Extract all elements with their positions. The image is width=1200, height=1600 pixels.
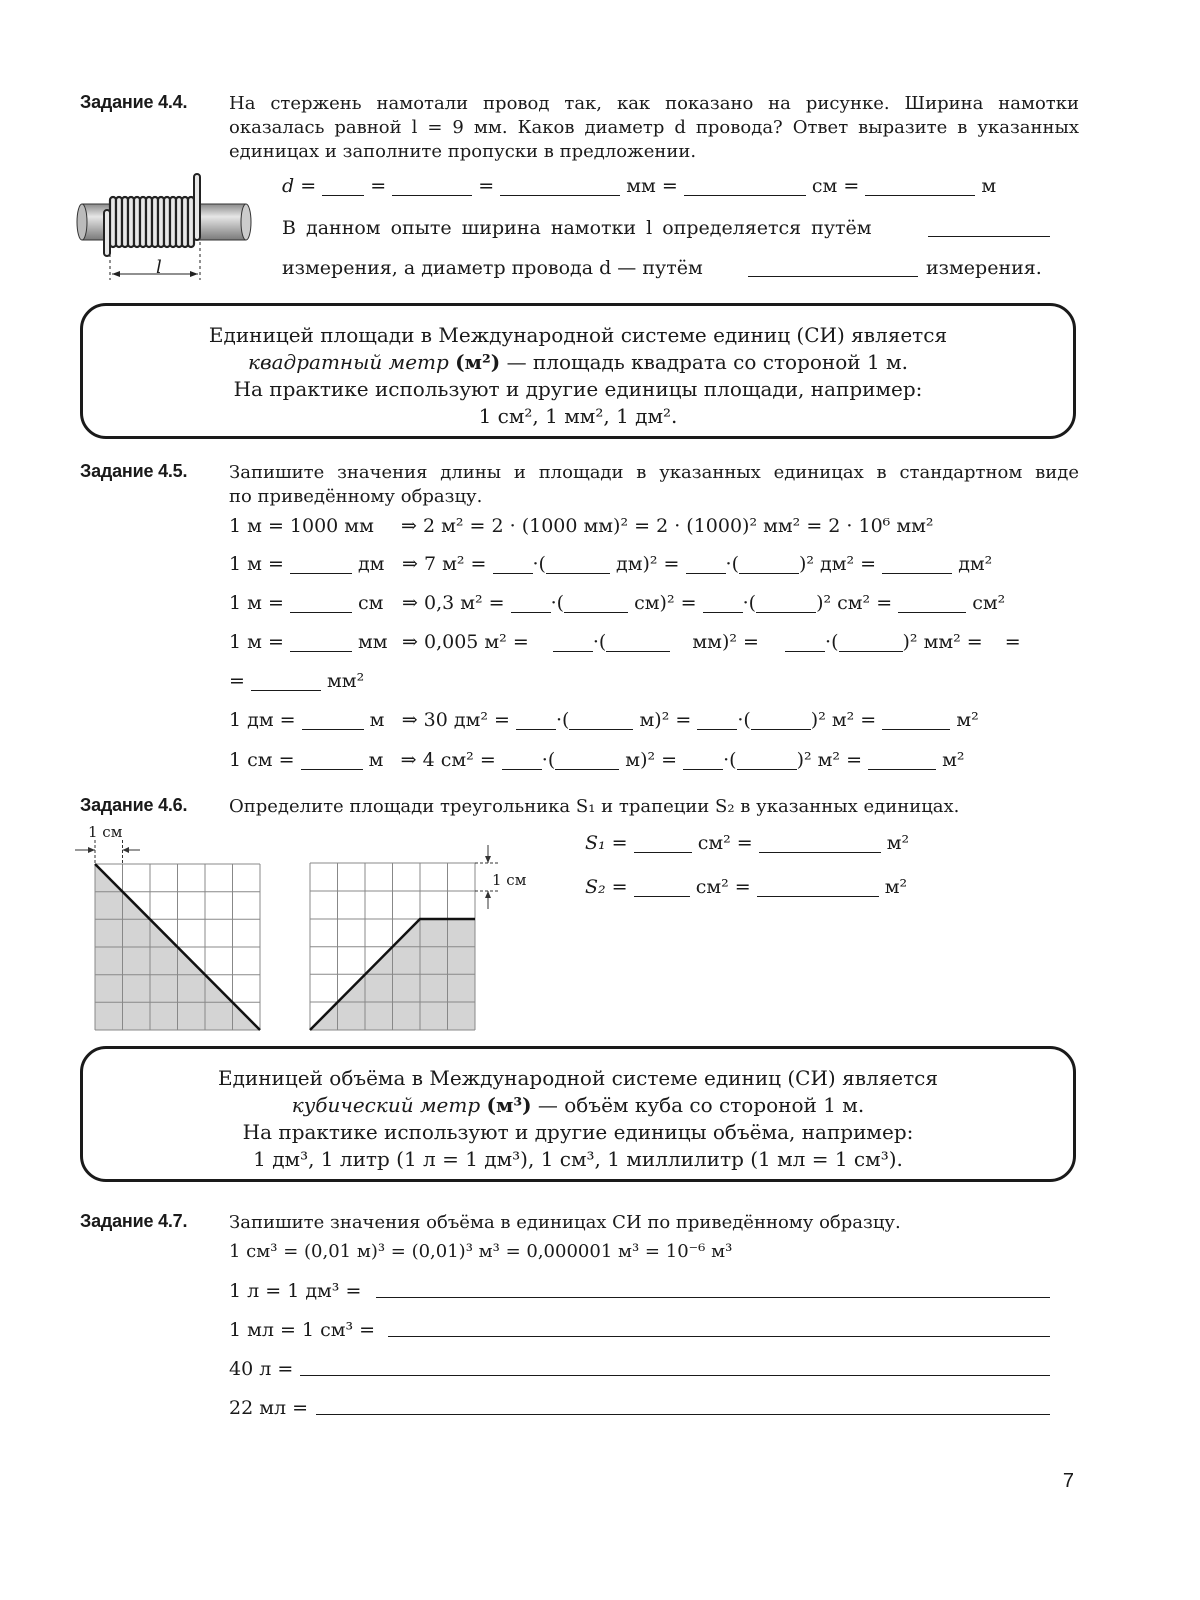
blank-coef[interactable] bbox=[553, 631, 593, 652]
blank-coef-2[interactable] bbox=[683, 749, 723, 770]
blank-s1-cm[interactable] bbox=[634, 832, 692, 853]
blank-result[interactable] bbox=[868, 749, 936, 770]
row-end: м² bbox=[942, 749, 965, 771]
blank-coef-2[interactable] bbox=[703, 592, 743, 613]
blank-cm-to-m[interactable] bbox=[301, 749, 363, 770]
volume-box-line1: Единицей объёма в Международной системе единиц (СИ) является bbox=[217, 1066, 939, 1090]
volume-row-40l-label: 40 л = bbox=[229, 1358, 294, 1380]
blank-unit-1[interactable] bbox=[555, 749, 619, 770]
blank-result[interactable] bbox=[898, 592, 966, 613]
area-info-box bbox=[80, 303, 1076, 439]
blank-coef[interactable] bbox=[516, 709, 556, 730]
task-4-7-label: Задание 4.7. bbox=[80, 1211, 188, 1231]
blank-unit-2[interactable] bbox=[839, 631, 903, 652]
blank-result[interactable] bbox=[882, 709, 950, 730]
row-inner: м)² = bbox=[625, 749, 678, 771]
row-end: см² bbox=[972, 592, 1006, 614]
row-end: дм² bbox=[958, 553, 993, 575]
formula-d: d = bbox=[282, 175, 317, 197]
task-4-5-label: Задание 4.5. bbox=[80, 461, 188, 481]
row-unit: дм bbox=[357, 553, 385, 575]
blank-coef[interactable] bbox=[493, 553, 533, 574]
eq-sign: = bbox=[370, 175, 387, 197]
volume-box-line4: 1 дм³, 1 литр (1 л = 1 дм³), 1 см³, 1 миллилитр (1 мл = 1 см³). bbox=[253, 1147, 903, 1171]
blank-dm-to-m[interactable] bbox=[302, 709, 364, 730]
blank-unit-1[interactable] bbox=[606, 631, 670, 652]
task-4-5-example bbox=[229, 512, 934, 540]
volume-row-ml-label: 1 мл = 1 см³ = bbox=[229, 1319, 376, 1341]
s1-label: S₁ = bbox=[585, 832, 628, 854]
blank-d-m[interactable] bbox=[865, 175, 975, 196]
trapezoid-grid-figure bbox=[300, 835, 540, 1035]
row-left: 1 м = bbox=[229, 553, 284, 575]
volume-box-line2 bbox=[83, 1092, 1073, 1119]
task-4-5-row-cm: 1 м = см ⇒ 0,3 м² = ·( см)² = ·( )² см² = см² bbox=[229, 589, 1005, 617]
blank-m-to-mm[interactable] bbox=[290, 631, 352, 652]
blank-numerator[interactable] bbox=[322, 175, 364, 196]
blank-d-cm[interactable] bbox=[684, 175, 806, 196]
row-value: ⇒ 4 см² = bbox=[400, 749, 496, 771]
row-inner: м)² = bbox=[639, 709, 692, 731]
blank-unit-2[interactable] bbox=[739, 553, 799, 574]
row-value: ⇒ 7 м² = bbox=[402, 553, 487, 575]
row-left: 1 дм = bbox=[229, 709, 296, 731]
task-4-5-row-dm: 1 м = дм ⇒ 7 м² = ·( дм)² = ·( )² дм² = дм² bbox=[229, 550, 992, 578]
task-4-7-example: 1 см³ = (0,01 м)³ = (0,01)³ м³ = 0,000001 м³ = 10⁻⁶ м³ bbox=[229, 1241, 733, 1262]
row-inner: мм)² = bbox=[692, 631, 759, 653]
blank-result[interactable] bbox=[882, 553, 952, 574]
row-unit: мм bbox=[357, 631, 388, 653]
area-unit-symbol: (м²) bbox=[455, 350, 501, 374]
volume-unit-italic: кубический метр bbox=[291, 1093, 481, 1117]
s2-label: S₂ = bbox=[585, 876, 628, 898]
blank-coef-2[interactable] bbox=[697, 709, 737, 730]
blank-s2-m[interactable] bbox=[757, 876, 879, 897]
blank-liter[interactable] bbox=[376, 1297, 1050, 1298]
blank-unit-1[interactable] bbox=[546, 553, 610, 574]
row-tail: )² м² = bbox=[796, 749, 863, 771]
task-4-5-row-mm-cont bbox=[229, 667, 364, 695]
task-4-4-sentence2b: измерения. bbox=[926, 257, 1042, 279]
coil-width-label: l bbox=[156, 257, 162, 278]
blank-s2-cm[interactable] bbox=[634, 876, 690, 897]
row-left: 1 м = bbox=[229, 631, 284, 653]
task-4-5-text-line1: Запишите значения длины и площади в указанных единицах в стандартном виде bbox=[229, 462, 1079, 483]
task-4-4-formula-row bbox=[282, 172, 996, 200]
area-unit-italic: квадратный метр bbox=[248, 350, 449, 374]
unit-m2: м² bbox=[884, 876, 908, 898]
blank-m-to-cm[interactable] bbox=[290, 592, 352, 613]
blank-unit-2[interactable] bbox=[756, 592, 816, 613]
row-left: 1 м = bbox=[229, 592, 284, 614]
row-unit: м bbox=[368, 749, 384, 771]
row-end: м² bbox=[956, 709, 979, 731]
blank-m-to-dm[interactable] bbox=[290, 553, 352, 574]
page-number: 7 bbox=[1062, 1470, 1074, 1492]
volume-row-liter-label: 1 л = 1 дм³ = bbox=[229, 1280, 362, 1302]
row-unit: см bbox=[357, 592, 384, 614]
blank-result[interactable] bbox=[251, 670, 321, 691]
blank-coef[interactable] bbox=[502, 749, 542, 770]
task-4-6-label: Задание 4.6. bbox=[80, 795, 188, 815]
area-box-line1: Единицей площади в Международной системе единиц (СИ) является bbox=[208, 323, 948, 347]
unit-m: м bbox=[981, 175, 997, 197]
scale-label-right: 1 см bbox=[492, 871, 527, 889]
volume-row-22ml-label: 22 мл = bbox=[229, 1397, 309, 1419]
task-4-7-text: Запишите значения объёма в единицах СИ по приведённому образцу. bbox=[229, 1212, 901, 1233]
volume-box-line3: На практике используют и другие единицы объёма, например: bbox=[242, 1120, 914, 1144]
scale-label-left: 1 см bbox=[88, 823, 123, 841]
row-tail: )² мм² = bbox=[902, 631, 983, 653]
volume-unit-symbol: (м³) bbox=[486, 1093, 532, 1117]
blank-22ml[interactable] bbox=[316, 1414, 1050, 1415]
unit-cm2: см² = bbox=[695, 876, 751, 898]
blank-s1-m[interactable] bbox=[759, 832, 881, 853]
unit-m2: м² bbox=[886, 832, 910, 854]
example-right: ⇒ 2 м² = 2 · (1000 мм)² = 2 · (1000)² мм² = 2 · 10⁶ мм² bbox=[401, 515, 934, 537]
unit-cm2: см² = bbox=[697, 832, 753, 854]
blank-coef-2[interactable] bbox=[686, 553, 726, 574]
blank-unit-1[interactable] bbox=[569, 709, 633, 730]
task-4-5-text-line2: по приведённому образцу. bbox=[229, 486, 483, 507]
task-4-4-label: Задание 4.4. bbox=[80, 92, 188, 112]
row-unit: м bbox=[369, 709, 385, 731]
volume-box-line2-rest: — объём куба со стороной 1 м. bbox=[537, 1093, 865, 1117]
task-4-4-sentence1: В данном опыте ширина намотки l определяется путём bbox=[282, 217, 872, 239]
task-4-5-row-cm-m: 1 см = м ⇒ 4 см² = ·( м)² = ·( )² м² = м² bbox=[229, 746, 965, 774]
blank-method-diameter[interactable] bbox=[748, 276, 918, 277]
area-box-line4: 1 см², 1 мм², 1 дм². bbox=[478, 404, 678, 428]
row-inner: см)² = bbox=[634, 592, 697, 614]
blank-fraction[interactable] bbox=[392, 175, 472, 196]
task-4-4-text-line1: На стержень намотали провод так, как показано на рисунке. Ширина намотки bbox=[229, 93, 1079, 114]
task-4-5-row-dm-m: 1 дм = м ⇒ 30 дм² = ·( м)² = ·( )² м² = м² bbox=[229, 706, 979, 734]
row-value: ⇒ 30 дм² = bbox=[401, 709, 510, 731]
blank-unit-2[interactable] bbox=[737, 749, 797, 770]
blank-unit-1[interactable] bbox=[564, 592, 628, 613]
blank-ml[interactable] bbox=[388, 1336, 1050, 1337]
s2-row bbox=[585, 873, 907, 901]
blank-coef[interactable] bbox=[511, 592, 551, 613]
blank-method-width[interactable] bbox=[928, 236, 1050, 237]
task-4-4-sentence2a: измерения, а диаметр провода d — путём bbox=[282, 257, 703, 279]
cont-eq: = bbox=[229, 670, 245, 692]
row-left: 1 см = bbox=[229, 749, 295, 771]
eq-sign: = bbox=[478, 175, 495, 197]
area-box-line3: На практике используют и другие единицы площади, например: bbox=[233, 377, 923, 401]
blank-40l[interactable] bbox=[300, 1375, 1050, 1376]
area-box-line2-rest: — площадь квадрата со стороной 1 м. bbox=[506, 350, 908, 374]
task-4-4-text-line2: оказалась равной l = 9 мм. Каков диаметр d провода? Ответ выразите в указанных bbox=[229, 117, 1079, 138]
blank-d-mm[interactable] bbox=[500, 175, 620, 196]
row-tail: )² дм² = bbox=[798, 553, 877, 575]
unit-mm: мм = bbox=[626, 175, 678, 197]
row-tail: )² см² = bbox=[816, 592, 893, 614]
cont-unit: мм² bbox=[327, 670, 365, 692]
coil-figure bbox=[76, 170, 256, 285]
example-left: 1 м = 1000 мм bbox=[229, 515, 374, 537]
area-box-line2 bbox=[83, 349, 1073, 376]
blank-unit-2[interactable] bbox=[751, 709, 811, 730]
task-4-4-text-line3: единицах и заполните пропуски в предложении. bbox=[229, 141, 697, 162]
volume-info-box bbox=[80, 1046, 1076, 1182]
blank-coef-2[interactable] bbox=[785, 631, 825, 652]
task-4-5-row-mm: 1 м = мм ⇒ 0,005 м² = ·( мм)² = ·( )² мм² = = bbox=[229, 628, 1021, 656]
row-value: ⇒ 0,3 м² = bbox=[402, 592, 505, 614]
row-tail: )² м² = bbox=[810, 709, 877, 731]
row-inner: дм)² = bbox=[616, 553, 680, 575]
task-4-6-text: Определите площади треугольника S₁ и трапеции S₂ в указанных единицах. bbox=[229, 796, 960, 817]
unit-cm: см = bbox=[811, 175, 860, 197]
row-end: = bbox=[1004, 631, 1021, 653]
s1-row bbox=[585, 829, 909, 857]
row-value: ⇒ 0,005 м² = bbox=[402, 631, 529, 653]
triangle-grid-figure bbox=[70, 820, 270, 1035]
